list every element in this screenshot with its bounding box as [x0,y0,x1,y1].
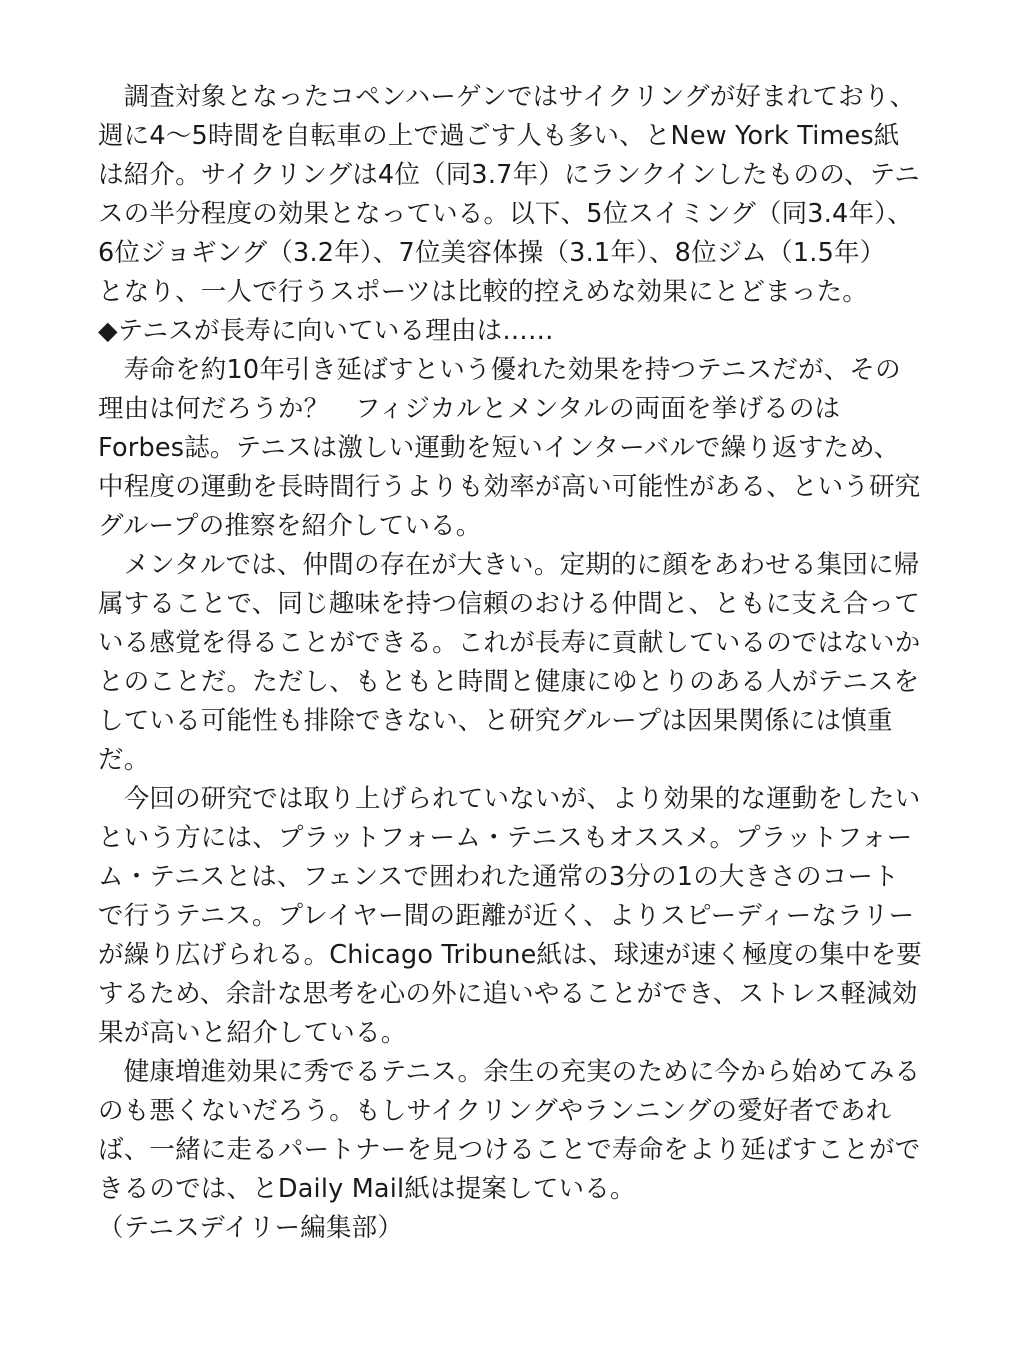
article-line: 果が高いと紹介している。 [98,1018,407,1048]
article-body [98,78,938,1248]
article-line: 寿命を約10年引き延ばすという優れた効果を持つテニスだが、その [98,355,901,385]
article-line: は紹介。サイクリングは4位（同3.7年）にランクインしたものの、テニ [98,160,920,190]
article-line: のも悪くないだろう。もしサイクリングやランニングの愛好者であれ [98,1096,892,1126]
article-line: だ。 [98,745,150,775]
article-line: が繰り広げられる。Chicago Tribune紙は、球速が速く極度の集中を要 [98,940,922,970]
article-line: ム・テニスとは、フェンスで囲われた通常の3分の1の大きさのコート [98,862,899,892]
article-line: 健康増進効果に秀でるテニス。余生の充実のために今から始めてみる [98,1057,921,1087]
article-line: となり、一人で行うスポーツは比較的控えめな効果にとどまった。 [98,277,868,307]
article-line: という方には、プラットフォーム・テニスもオススメ。プラットフォー [98,823,913,853]
article-line: 属することで、同じ趣味を持つ信頼のおける仲間と、ともに支え合って [98,589,920,619]
article-line: きるのでは、とDaily Mail紙は提案している。 [98,1174,636,1204]
article-line: 理由は何だろうか？ フィジカルとメンタルの両面を挙げるのは [98,394,841,424]
article-credit: （テニスデイリー編集部） [98,1213,404,1243]
article-line: とのことだ。ただし、もともと時間と健康にゆとりのある人がテニスを [98,667,920,697]
article-line: グループの推察を紹介している。 [98,511,482,541]
article-line: 調査対象となったコペンハーゲンではサイクリングが好まれており、 [98,82,916,112]
article-line: するため、余計な思考を心の外に追いやることができ、ストレス軽減効 [98,979,918,1009]
article-line: メンタルでは、仲間の存在が大きい。定期的に顔をあわせる集団に帰 [98,550,920,580]
article-line: いる感覚を得ることができる。これが長寿に貢献しているのではないか [98,628,921,658]
article-line: Forbes誌。テニスは激しい運動を短いインターバルで繰り返すため、 [98,433,900,463]
article-line: で行うテニス。プレイヤー間の距離が近く、よりスピーディーなラリー [98,901,915,931]
article-line: スの半分程度の効果となっている。以下、5位スイミング（同3.4年）、 [98,199,913,229]
article-line: 週に4〜5時間を自転車の上で過ごす人も多い、とNew York Times紙 [98,121,900,151]
section-heading: ◆テニスが長寿に向いている理由は…… [98,316,554,346]
article-line: ば、一緒に走るパートナーを見つけることで寿命をより延ばすことがで [98,1135,921,1165]
article-line: している可能性も排除できない、と研究グループは因果関係には慎重 [98,706,893,736]
article-line: 中程度の運動を長時間行うよりも効率が高い可能性がある、という研究 [98,472,921,502]
article-line: 6位ジョギング（3.2年）、7位美容体操（3.1年）、8位ジム（1.5年） [98,238,886,268]
article-line: 今回の研究では取り上げられていないが、より効果的な運動をしたい [98,784,921,814]
